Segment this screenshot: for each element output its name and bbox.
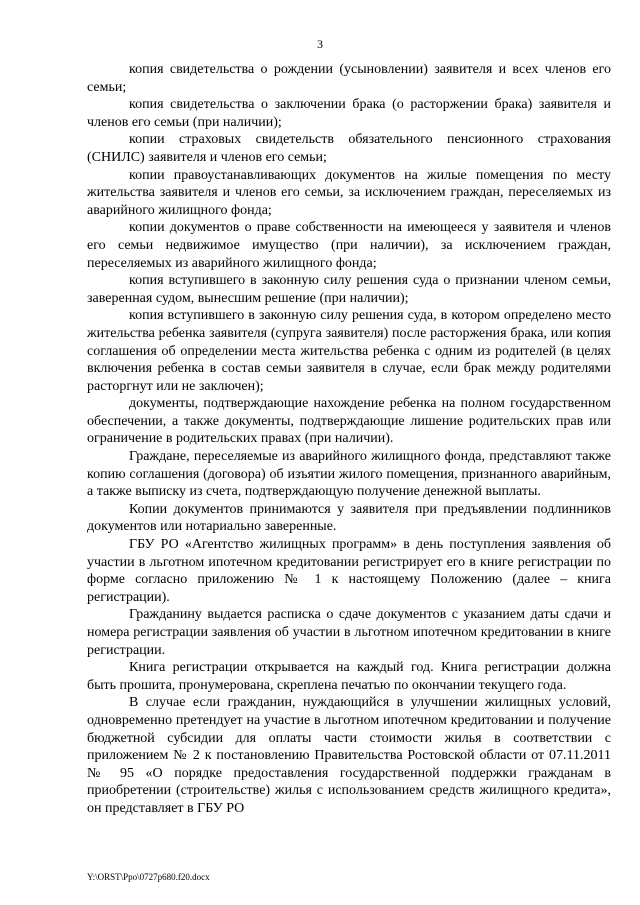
paragraph-registration-book: Книга регистрации открывается на каждый год. Книга регистрации должна быть прошита, пронумерована, скреплена печатью по окончании текущего года. <box>87 660 611 693</box>
paragraph-subsidy-case: В случае если гражданин, нуждающийся в улучшении жилищных условий, одновременно претендует на участие в льготном ипотечном кредитовании и получение бюджетной субсидии для оплаты части стоимости жилья в соответствии с приложением № 2 к постановлению Правительства Ростовской области от 07.11.2011 № 95 «О порядке предоставления государственной поддержки гражданам в приобретении (строительстве) жилья с использованием средств жилищного кредита», он представляет в ГБУ РО <box>87 695 611 816</box>
paragraph-copies-accepted: Копии документов принимаются у заявителя при предъявлении подлинников документов или нотариально заверенные. <box>87 501 611 535</box>
paragraph-court-family-member: копия вступившего в законную силу решения суда о признании членом семьи, заверенная судом, вынесшим решение (при наличии); <box>87 273 611 306</box>
paragraph-birth-certificate: копия свидетельства о рождении (усыновлении) заявителя и всех членов его семьи; <box>87 62 611 95</box>
footer-file-path: Y:\ORST\Ppo\0727p680.f20.docx <box>87 872 210 882</box>
paragraph-court-child-residence: копия вступившего в законную силу решения суда, в котором определено место жительства ребенка заявителя (супруга заявителя) после расторжения брака, или копия соглашения об определении места жительства ребенка с одним из родителей (в целях включения ребенка в состав семьи заявителя в случае, если брак между родителями расторгнут или не заключен); <box>87 308 611 394</box>
paragraph-snils: копии страховых свидетельств обязательного пенсионного страхования (СНИЛС) заявителя и членов его семьи; <box>87 132 611 165</box>
paragraph-marriage-certificate: копия свидетельства о заключении брака (о расторжении брака) заявителя и членов его семьи (при наличии); <box>87 97 611 130</box>
page-number: 3 <box>317 37 323 51</box>
paragraph-emergency-housing: Граждане, переселяемые из аварийного жилищного фонда, представляют также копию соглашения (договора) об изъятии жилого помещения, признанного аварийным, а также выписку из счета, подтверждающую получение денежной выплаты. <box>87 449 611 500</box>
paragraph-ownership-documents: копии документов о праве собственности на имеющееся у заявителя и членов его семьи недвижимое имущество (при наличии), за исключением граждан, переселяемых из аварийного жилищного фонда; <box>87 220 611 271</box>
document-body <box>87 61 611 818</box>
paragraph-state-support-documents: документы, подтверждающие нахождение ребенка на полном государственном обеспечении, а также документы, подтверждающие лишение родительских прав или ограничение в родительских правах (при наличии). <box>87 396 611 447</box>
paragraph-title-documents: копии правоустанавливающих документов на жилые помещения по месту жительства заявителя и членов его семьи, за исключением граждан, переселяемых из аварийного жилищного фонда; <box>87 167 611 218</box>
paragraph-receipt: Гражданину выдается расписка о сдаче документов с указанием даты сдачи и номера регистрации заявления об участии в льготном ипотечном кредитовании в книге регистрации. <box>87 607 611 658</box>
paragraph-registration: ГБУ РО «Агентство жилищных программ» в день поступления заявления об участии в льготном ипотечном кредитовании регистрирует его в книге регистрации по форме согласно приложению № 1 к настоящему Положению (далее – книга регистрации). <box>87 537 611 605</box>
